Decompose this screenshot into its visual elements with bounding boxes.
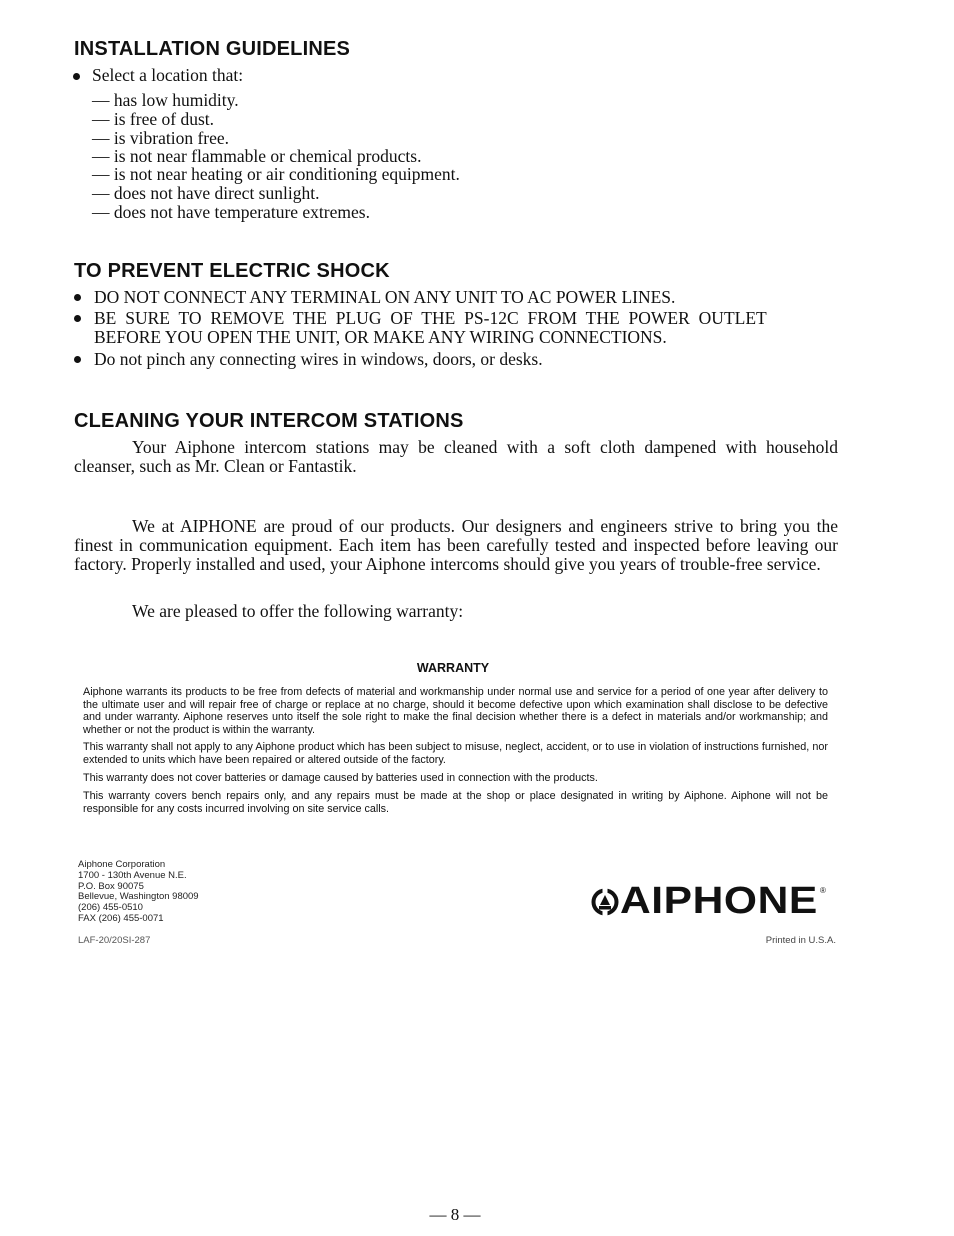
address-pobox: P.O. Box 90075 (78, 880, 144, 892)
address-city: Bellevue, Washington 98009 (78, 891, 199, 903)
address-street: 1700 - 130th Avenue N.E. (78, 869, 187, 881)
pride-text: We at AIPHONE are proud of our products. Our designers and engineers strive to bring you the finest in communication equipment. Each item has been carefully tested and inspected before leaving our factory. Properly installed and used, your Aiphone intercoms should give you years of trouble-free service. (74, 516, 838, 574)
pride-offer: We are pleased to offer the following warranty: (132, 601, 464, 621)
printed-in-usa: Printed in U.S.A. (765, 935, 836, 946)
bullet-icon (74, 356, 81, 363)
warranty-paragraph-3: This warranty does not cover batteries or damage caused by batteries used in connection with the products. (83, 772, 598, 784)
bullet-icon (74, 315, 81, 322)
aiphone-logo-text: AIPHONE (620, 880, 818, 922)
bullet-icon (74, 294, 81, 301)
shock-item-2-line-2: BEFORE YOU OPEN THE UNIT, OR MAKE ANY WIRING CONNECTIONS. (94, 327, 667, 347)
installation-item: — is not near flammable or chemical products. (92, 146, 422, 166)
page-number: — 8 — (429, 1205, 481, 1224)
shock-item-2-line-1: BE SURE TO REMOVE THE PLUG OF THE PS-12C FROM THE POWER OUTLET (94, 308, 767, 328)
installation-item: — is not near heating or air conditioning equipment. (92, 164, 460, 184)
installation-heading: INSTALLATION GUIDELINES (74, 38, 351, 60)
aiphone-logo (590, 880, 840, 922)
document-code: LAF-20/20SI-287 (78, 935, 151, 946)
installation-item: — is free of dust. (92, 109, 214, 129)
address-fax: FAX (206) 455-0071 (78, 912, 164, 924)
installation-item: — is vibration free. (92, 128, 230, 148)
warranty-paragraph-1: Aiphone warrants its products to be free from defects of material and workmanship under normal use and service for a period of one year after delivery to the ultimate user and will repair free of charge or replace at no charge, should it become defective upon which examination shall disclose to be defective and under warranty. Aiphone reserves unto itself the sole right to make the final decision whether there is a defect in materials and/or workmanship; and whether or not the product is within the warranty. (83, 686, 828, 736)
cleaning-text: Your Aiphone intercom stations may be cleaned with a soft cloth dampened with household cleanser, such as Mr. Clean or Fantastik. (74, 437, 838, 476)
shock-heading: TO PREVENT ELECTRIC SHOCK (74, 260, 390, 282)
installation-intro: Select a location that: (92, 65, 244, 85)
registered-mark: ® (820, 886, 826, 895)
installation-item: — does not have direct sunlight. (92, 183, 320, 203)
bullet-icon (73, 73, 80, 80)
warranty-paragraph-4: This warranty covers bench repairs only, and any repairs must be made at the shop or place designated in writing by Aiphone. Aiphone will not be responsible for any costs incurred involving on site service calls. (83, 790, 828, 815)
installation-item: — has low humidity. (92, 90, 239, 110)
address-company: Aiphone Corporation (78, 859, 166, 870)
company-address (78, 860, 199, 925)
shock-item-3: Do not pinch any connecting wires in windows, doors, or desks. (94, 349, 543, 369)
address-phone: (206) 455-0510 (78, 902, 143, 914)
aiphone-logo-icon (590, 887, 620, 917)
shock-item-1: DO NOT CONNECT ANY TERMINAL ON ANY UNIT TO AC POWER LINES. (94, 287, 676, 307)
cleaning-heading: CLEANING YOUR INTERCOM STATIONS (74, 410, 464, 432)
installation-item: — does not have temperature extremes. (92, 202, 370, 222)
warranty-paragraph-2: This warranty shall not apply to any Aiphone product which has been subject to misuse, neglect, accident, or to use in violation of instructions furnished, nor extended to units which have been repaired or altered outside of the factory. (83, 741, 828, 766)
warranty-heading: WARRANTY (416, 661, 490, 675)
